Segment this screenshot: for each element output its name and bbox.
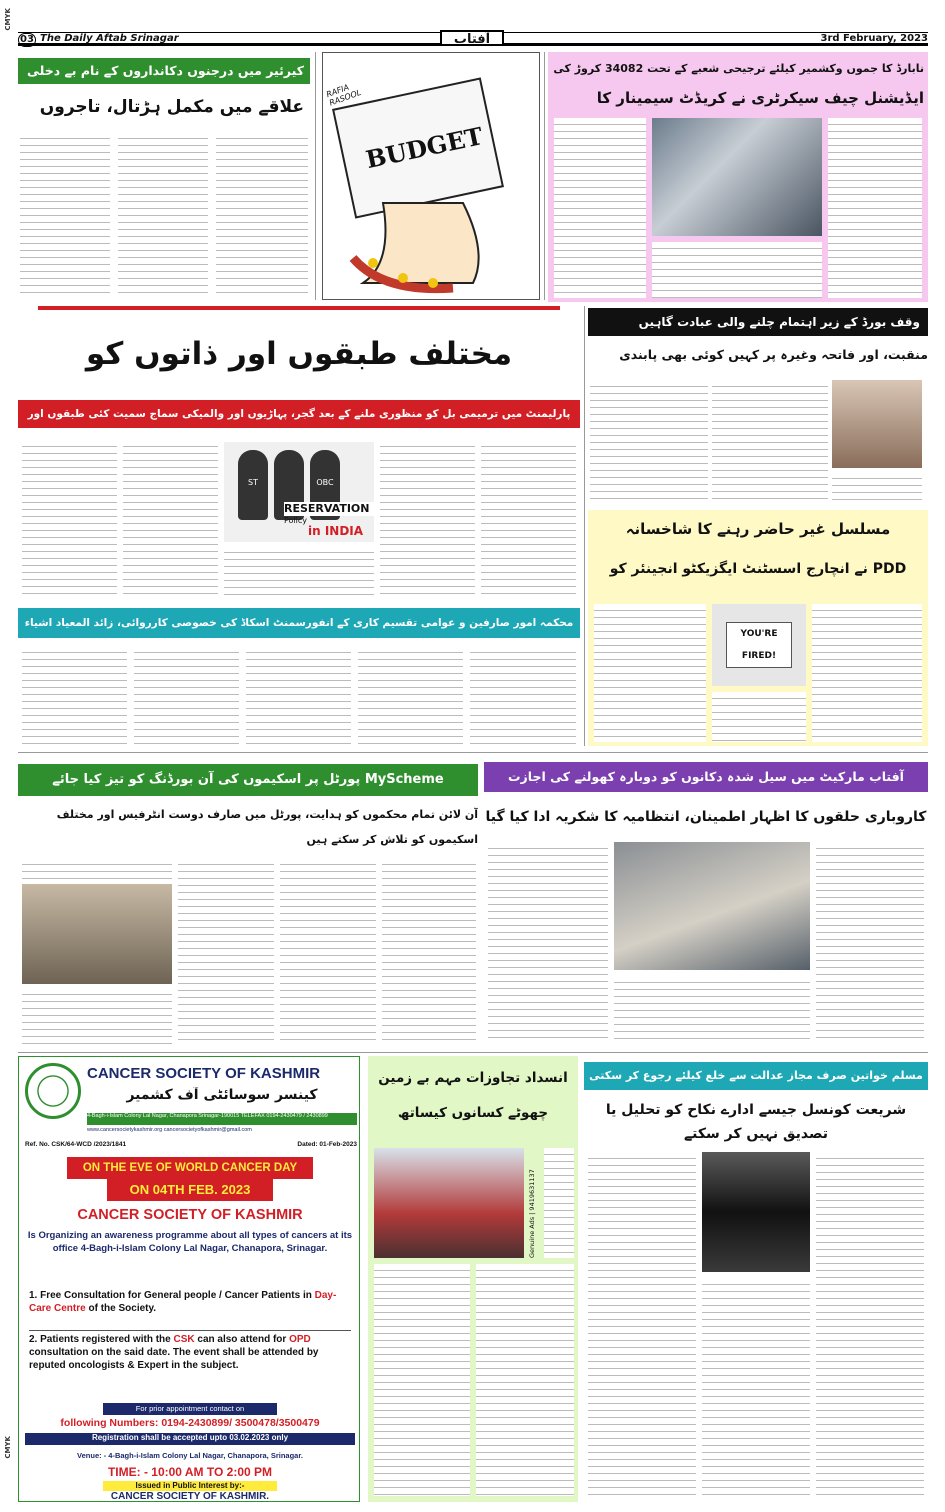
myscheme-body (22, 858, 172, 880)
paper-name: The Daily Aftab Srinagar (40, 33, 179, 44)
st-label: ST (248, 478, 258, 487)
cmyk-mark: CMYK (4, 8, 12, 31)
sharia-body (588, 1152, 696, 1498)
india-label: in INDIA (308, 524, 364, 538)
pdd-body (812, 604, 922, 742)
issue-date: 3rd February, 2023 (820, 33, 928, 44)
land-body (544, 1148, 574, 1258)
women-photo (702, 1152, 810, 1272)
policy-label: Policy (284, 516, 308, 525)
masthead (0, 0, 945, 50)
pdd-kicker: مسلسل غیر حاضر رہنے کا شاخسانہ (625, 520, 891, 538)
enforcement-body (470, 646, 576, 746)
credit-body (554, 118, 646, 298)
lead-rule (38, 306, 560, 310)
divider (584, 306, 585, 746)
ad-issued: Issued in Public Interest by:- (103, 1481, 277, 1491)
cmyk-mark: CMYK (4, 1436, 12, 1459)
aftab-body (614, 976, 810, 1044)
pdd-headline: PDD نے انچارج اسسٹنٹ ایگزیکٹو انجینئر کو (609, 561, 907, 577)
reservation-label: RESERVATION (284, 502, 374, 516)
story-encroachment (368, 1056, 578, 1502)
lead-body (380, 440, 475, 600)
ad-intro: Is Organizing an awareness programme about all types of cancers at its office 4-Bagh-i-Islam Colony Lal Nagar, Chanapora, Srinagar. (27, 1230, 353, 1254)
story-sharia (584, 1056, 928, 1502)
story-eviction (18, 52, 310, 302)
obc-label: OBC (316, 478, 334, 487)
protest-photo (374, 1148, 524, 1258)
waqf-body (832, 472, 922, 502)
lead-body (123, 440, 218, 600)
cartoon-signature: RAFIA RASOOL (325, 82, 363, 108)
waqf-body (590, 380, 708, 502)
lead-headline: مختلف طبقوں اور ذاتوں کو (85, 336, 513, 372)
myscheme-body (22, 988, 172, 1044)
credit-headline: ایڈیشنل چیف سیکرٹری نے کریڈٹ سیمینار کا (596, 89, 924, 107)
fired-photo (712, 604, 806, 686)
story-enforcement (18, 608, 580, 748)
story-myscheme (18, 758, 478, 1048)
ad-title: CANCER SOCIETY OF KASHMIR (87, 1065, 321, 1082)
ad-point-2 (29, 1333, 351, 1399)
seminar-photo (652, 118, 822, 236)
ad-venue: Venue: - 4-Bagh-i-Islam Colony Lal Nagar, Chanapora, Srinagar. (77, 1451, 303, 1460)
pdd-body (594, 604, 706, 742)
ad-point-2-opd: OPD (289, 1334, 311, 1345)
myscheme-body (280, 858, 376, 1044)
divider (544, 52, 545, 300)
credit-body (652, 242, 822, 298)
meeting-photo (22, 884, 172, 984)
eviction-body (118, 132, 208, 297)
ad-divider (29, 1330, 351, 1331)
market-photo (614, 842, 810, 970)
story-pdd (588, 510, 928, 746)
ad-point-1-emph: Day-Care Centre (29, 1290, 337, 1314)
ad-ref: Ref. No. CSK/64-WCD /2023/1841 (25, 1141, 127, 1148)
eviction-body (216, 132, 308, 297)
eviction-headline: علاقے میں مکمل ہڑتال، تاجروں (39, 97, 304, 117)
cartoon-budget-label: BUDGET (363, 121, 486, 175)
ad-banner-eve: ON THE EVE OF WORLD CANCER DAY (67, 1157, 313, 1179)
reservation-graphic (224, 442, 374, 542)
lead-body (22, 440, 117, 600)
enforcement-body (134, 646, 239, 746)
society-logo (25, 1063, 81, 1119)
lead-body (224, 546, 374, 600)
myscheme-headline: MyScheme پورٹل پر اسکیموں کی آن بورڈنگ کو تیز کیا جائے (18, 764, 478, 796)
ad-point-1-text: 1. Free Consultation for General people / Cancer Patients in (29, 1290, 315, 1301)
divider (18, 752, 928, 753)
land-headline-1: انسداد تجاوزات مہم بے زمین (378, 1070, 568, 1086)
ad-point-2-text: 2. Patients registered with the (29, 1334, 174, 1345)
enforcement-body (246, 646, 351, 746)
sharia-body (702, 1278, 810, 1498)
credit-kicker: نابارڈ کا جموں وکشمیر کیلئے ترجیحی شعبے کے تحت 34082 کروڑ کی (553, 62, 924, 75)
aftab-body (816, 842, 924, 1044)
lead-body (481, 440, 576, 600)
ad-banner-date: ON 04TH FEB. 2023 (107, 1179, 273, 1201)
aftab-kicker: آفتاب مارکیٹ میں سیل شدہ دکانوں کو دوبارہ کھولنے کی اجازت (484, 762, 928, 792)
ad-time: TIME: - 10:00 AM TO 2:00 PM (107, 1465, 273, 1479)
lead-deck: پارلیمنٹ میں ترمیمی بل کو منظوری ملنے کے بعد گجر، پہاڑیوں اور والمیکی سماج سمیت کئی طبقوں اور (18, 400, 580, 428)
ad-title-urdu: کینسر سوسائٹی آف کشمیر (126, 1087, 318, 1103)
page-number: 03 (18, 33, 36, 47)
ad-point-2-csk: CSK (173, 1334, 195, 1345)
divider (18, 1052, 928, 1053)
sharia-kicker: مسلم خواتین صرف مجاز عدالت سے خلع کیلئے رجوع کر سکتی (584, 1062, 928, 1090)
myscheme-body (178, 858, 274, 1044)
sharia-body (816, 1152, 924, 1498)
ad-point-2-tail: consultation on the said date. The event shall be attended by reputed oncologists & Expert in the subject. (29, 1347, 319, 1371)
andrabi-photo (832, 380, 922, 468)
ad-point-1 (29, 1289, 351, 1329)
aftab-body (488, 842, 608, 1044)
myscheme-subhead: آن لائن تمام محکموں کو ہدایت، پورٹل میں صارف دوست انٹرفیس اور مختلف اسکیموں کو تلاش کر سکتے ہیں (56, 808, 478, 846)
ad-point-1-tail: of the Society. (85, 1303, 157, 1314)
myscheme-body (382, 858, 476, 1044)
fired-sign: YOU'RE FIRED! (726, 622, 792, 668)
divider (315, 52, 316, 300)
waqf-body (712, 380, 828, 502)
sharia-headline: شریعت کونسل جیسے ادارے نکاح کو تحلیل یا تصدیق نہیں کر سکتے (605, 1102, 907, 1142)
enforcement-body (358, 646, 463, 746)
lead-story (18, 306, 580, 602)
ad-dated: Dated: 01-Feb-2023 (297, 1141, 357, 1148)
ad-address: 4-Bagh-i-Islam Colony Lal Nagar, Chanapora Srinagar-190015 TELEFAX 0194-2430479 / 2430899 (87, 1113, 357, 1125)
ad-org: CANCER SOCIETY OF KASHMIR (77, 1207, 303, 1223)
ad-issuer: CANCER SOCIETY OF KASHMIR. (110, 1491, 270, 1502)
land-body (476, 1264, 574, 1496)
eviction-body (20, 132, 110, 297)
story-waqf (588, 306, 928, 506)
budget-cartoon (322, 52, 540, 300)
ad-registration: Registration shall be accepted upto 03.02.2023 only (25, 1433, 355, 1445)
credit-body (828, 118, 922, 298)
ad-web: www.cancersocietykashmir.org cancersocietyofkashmir@gmail.com (87, 1127, 252, 1133)
story-aftab-market (484, 758, 928, 1048)
eviction-kicker: کیرئیر میں درجنوں دکانداروں کے نام بے دخلی (18, 58, 310, 84)
story-credit (548, 52, 928, 302)
paper-logo: آفتاب (440, 30, 504, 46)
pdd-body (712, 692, 806, 742)
ad-point-2-mid: can also attend for (194, 1334, 290, 1345)
waqf-headline: منقبت، اور فاتحہ وغیرہ پر کہیں کوئی بھی پابندی (619, 347, 928, 362)
ad-side-code: Genuine Ads | 9419631137 (528, 1169, 536, 1258)
enforcement-body (22, 646, 127, 746)
enforcement-headline: محکمہ امور صارفین و عوامی تقسیم کاری کے انفورسمنٹ اسکاڈ کی خصوصی کارروائی، زائد المعیاد اشیاء (18, 608, 580, 638)
ad-appointment: For prior appointment contact on (103, 1403, 277, 1415)
aftab-headline: کاروباری حلقوں کا اظہار اطمینان، انتظامیہ کا شکریہ ادا کیا گیا (485, 809, 927, 825)
land-body (374, 1264, 470, 1496)
ad-numbers: following Numbers: 0194-2430899/ 3500478/3500479 (60, 1417, 320, 1429)
land-headline-2: چھوٹے کسانوں کیساتھ (397, 1105, 549, 1121)
waqf-kicker: وقف بورڈ کے زیر اہتمام چلنے والی عبادت گاہیں (588, 308, 928, 336)
cancer-society-ad (18, 1056, 360, 1502)
